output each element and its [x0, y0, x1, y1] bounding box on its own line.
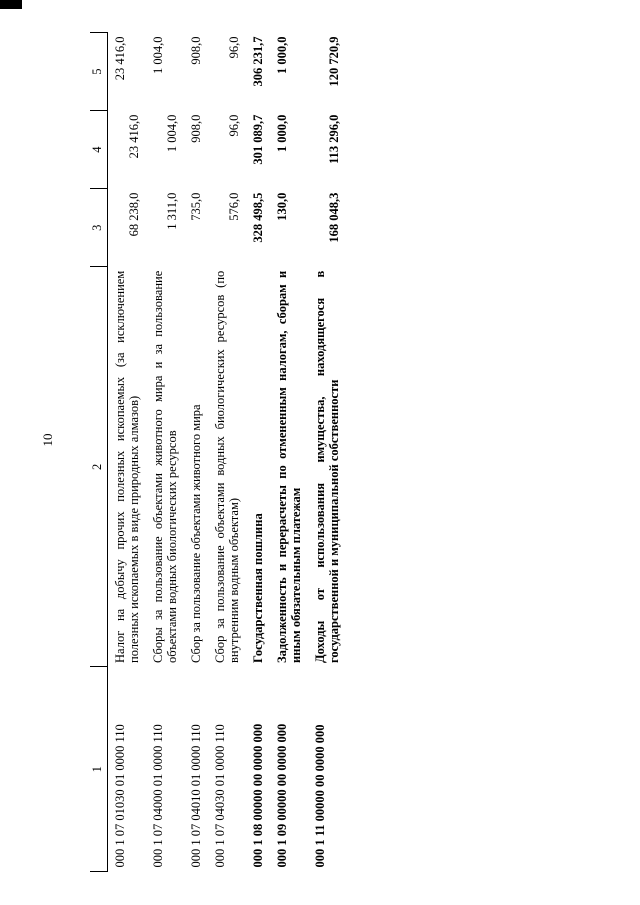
row-value-col5: 306 231,7	[251, 36, 265, 87]
row-code: 000 1 08 00000 00 0000 000	[251, 723, 265, 868]
row-value-col3: 328 498,5	[251, 192, 265, 243]
row-value-col3: 130,0	[275, 192, 289, 221]
table-row	[108, 33, 147, 872]
row-code: 000 1 11 00000 00 0000 000	[313, 724, 327, 868]
row-value-col4: 1 004,0	[165, 114, 179, 153]
row-value-col3: 576,0	[227, 192, 241, 221]
revenue-table	[90, 32, 346, 872]
table-row	[146, 33, 184, 872]
row-name: Сборы за пользование объектами животного мира и за пользование объектами водных биологических ресурсов	[151, 270, 179, 663]
row-name: Задолженность и перерасчеты по отмененным налогам, сборам и иным обязательным платежам	[275, 270, 303, 663]
header-col-5: 5	[90, 33, 108, 111]
table-row	[184, 33, 208, 872]
table-row	[208, 33, 246, 872]
row-value-col5: 908,0	[189, 36, 203, 65]
row-value-col4: 1 000,0	[275, 114, 289, 153]
row-value-col5: 120 720,9	[327, 36, 341, 87]
table-row	[308, 33, 346, 872]
row-value-col5: 23 416,0	[113, 36, 127, 81]
row-value-col4: 301 089,7	[251, 114, 265, 165]
header-col-1: 1	[90, 667, 108, 872]
row-name: Сбор за пользование объектами животного мира	[189, 404, 203, 663]
row-code: 000 1 09 00000 00 0000 000	[275, 723, 289, 868]
row-value-col5: 1 000,0	[275, 36, 289, 74]
row-code: 000 1 07 01030 01 0000 110	[113, 724, 127, 868]
table-row	[246, 33, 270, 872]
table-row	[270, 33, 308, 872]
row-value-col4: 23 416,0	[127, 114, 141, 159]
scan-corner-mark	[0, 0, 22, 9]
row-value-col5: 96,0	[227, 36, 241, 59]
table-header-row	[90, 33, 108, 872]
row-value-col3: 735,0	[189, 192, 203, 221]
row-code: 000 1 07 04030 01 0000 110	[213, 724, 227, 868]
row-name: Государственная пошлина	[251, 513, 265, 663]
row-value-col3: 168 048,3	[327, 192, 341, 243]
row-value-col4: 113 296,0	[327, 114, 341, 164]
header-col-2: 2	[90, 267, 108, 667]
row-code: 000 1 07 04010 01 0000 110	[189, 724, 203, 868]
header-col-3: 3	[90, 189, 108, 267]
row-value-col4: 96,0	[227, 114, 241, 137]
row-name: Налог на добычу прочих полезных ископаемых (за исключением полезных ископаемых в виде природных алмазов)	[113, 270, 141, 663]
row-name: Сбор за пользование объектами водных биологических ресурсов (по внутренним водным объектам)	[213, 270, 241, 663]
rotated-page-content	[90, 32, 615, 872]
row-code: 000 1 07 04000 01 0000 110	[151, 724, 165, 868]
row-value-col5: 1 004,0	[151, 36, 165, 74]
page-number: 10	[40, 433, 55, 447]
row-value-col4: 908,0	[189, 114, 203, 143]
row-name: Доходы от использования имущества, находящегося в государственной и муниципальной собственности	[313, 270, 341, 663]
row-value-col3: 68 238,0	[127, 192, 141, 237]
header-col-4: 4	[90, 111, 108, 189]
row-value-col3: 1 311,0	[165, 192, 179, 230]
